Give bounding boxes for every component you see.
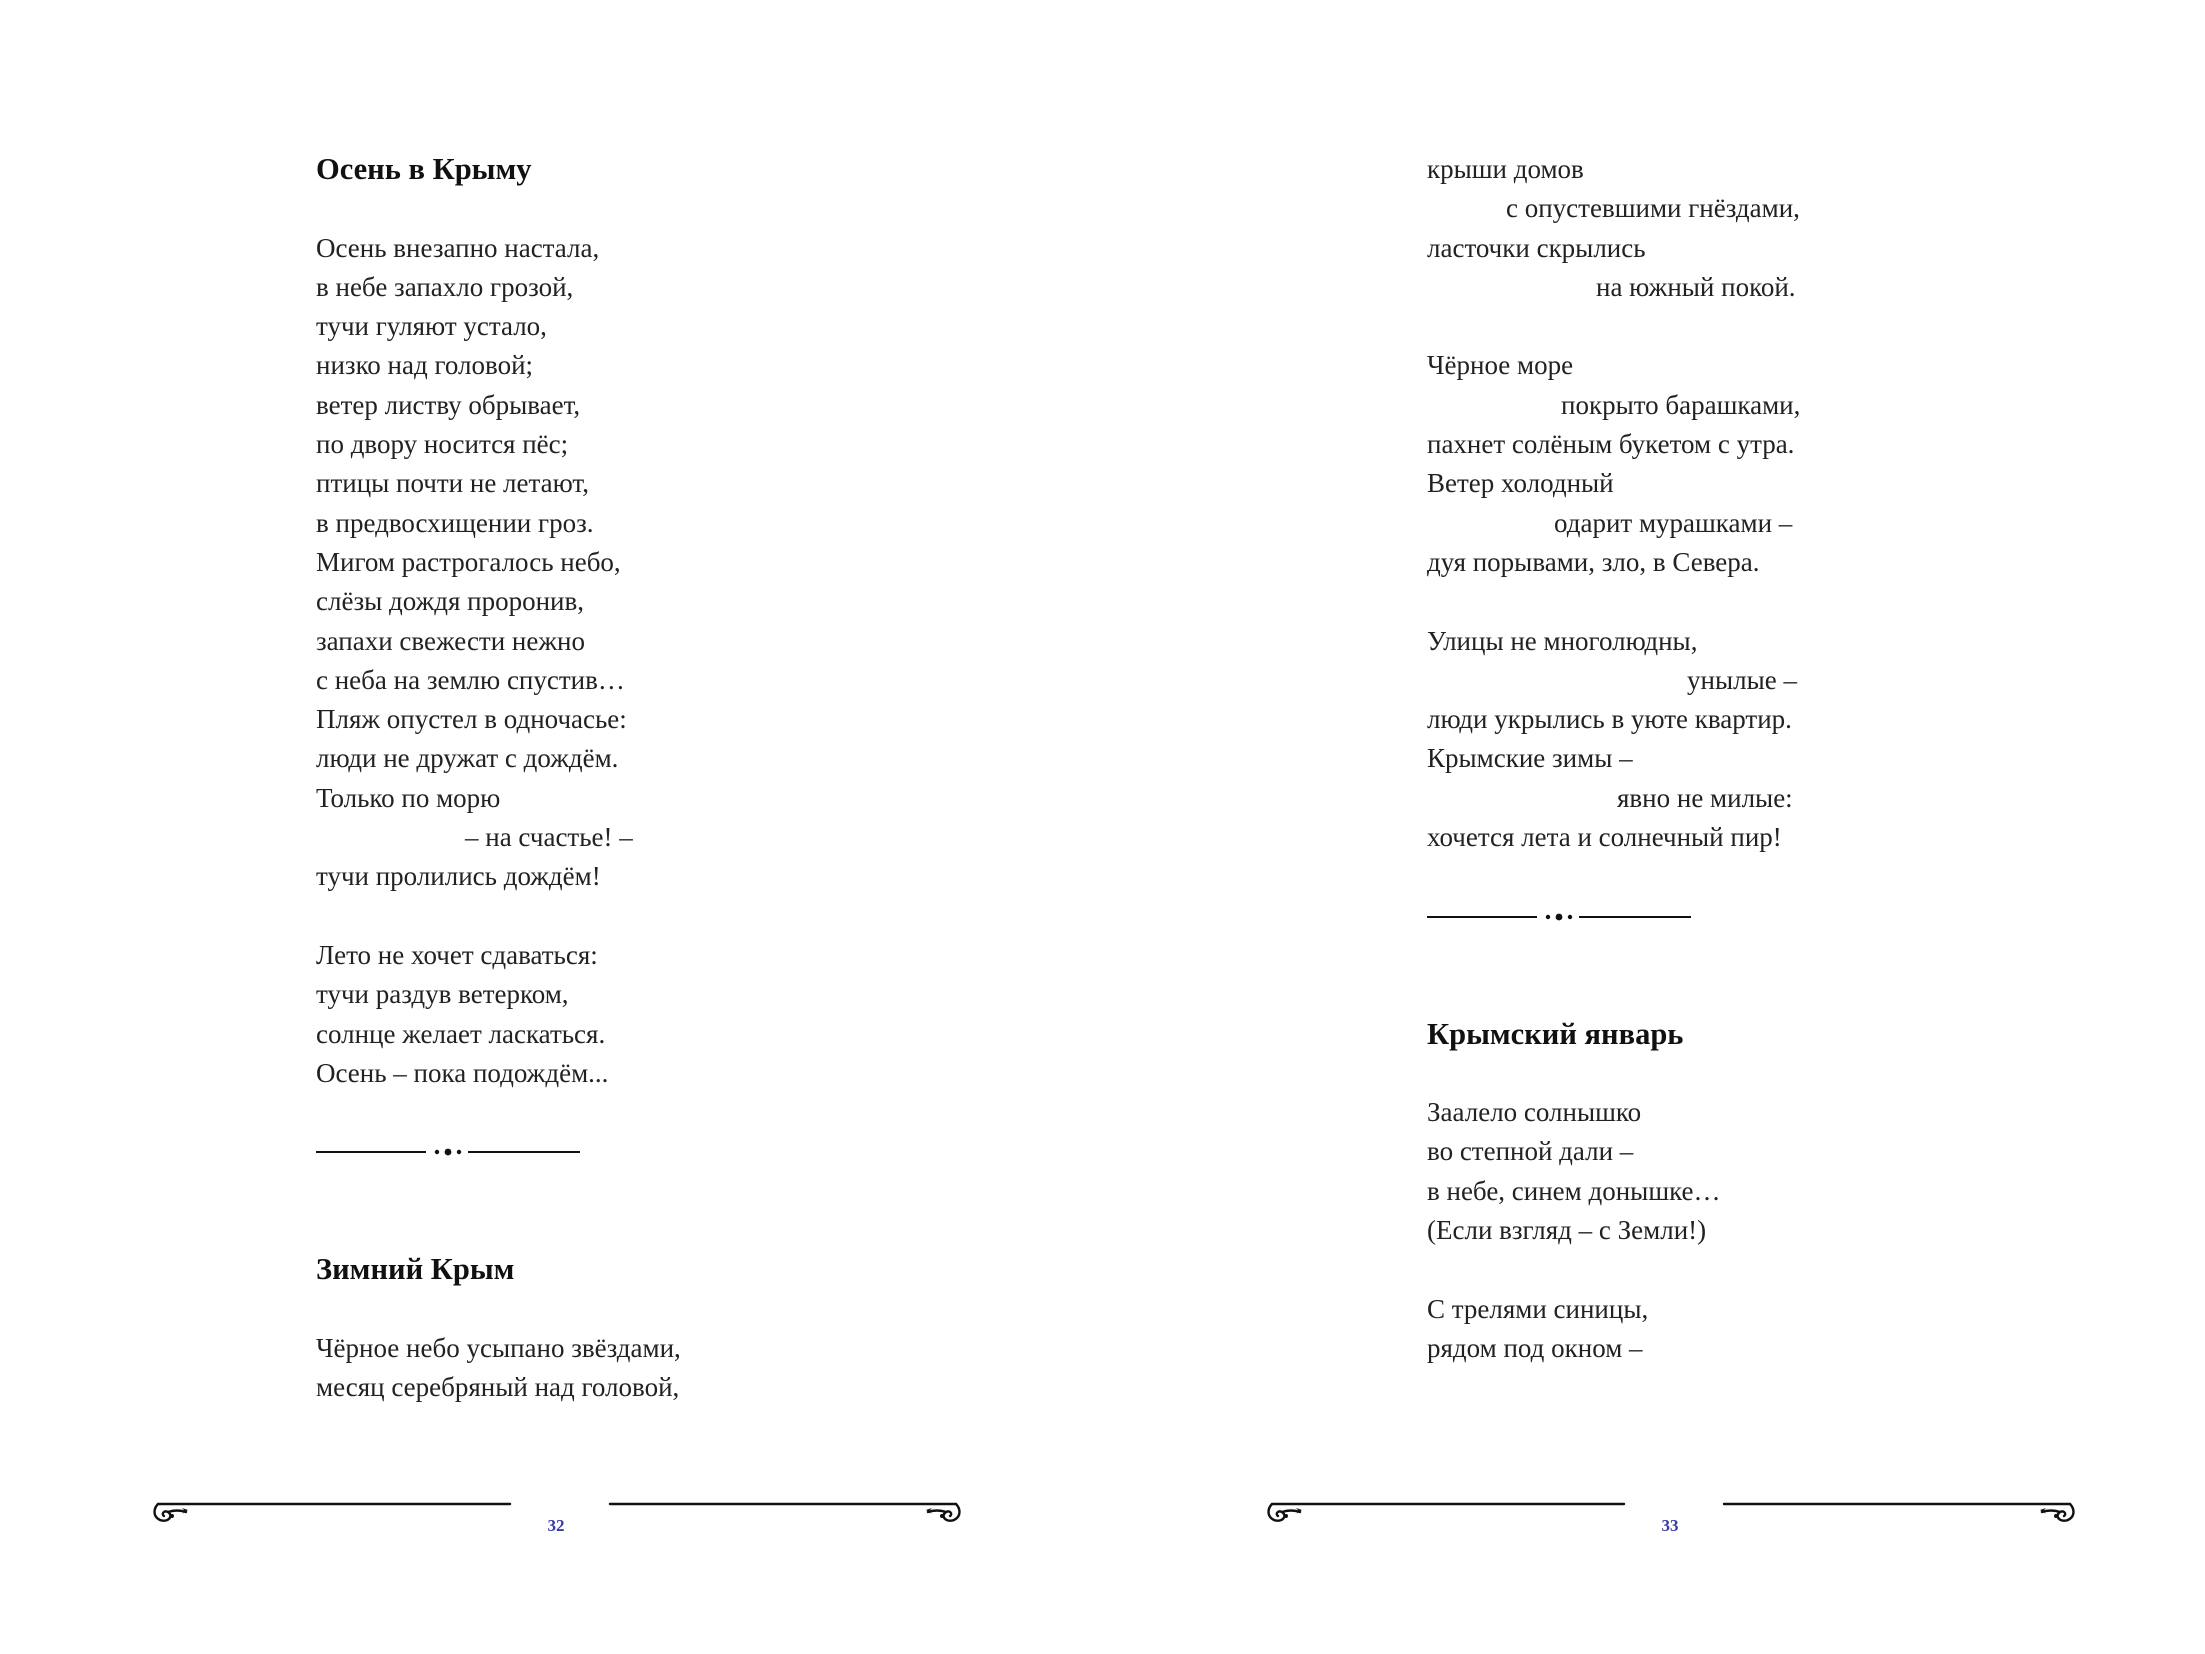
poem-line: Крымские зимы – <box>1427 743 1633 774</box>
poem-line: низко над головой; <box>316 350 534 381</box>
poem-line: одарит мурашками – <box>1554 507 1793 538</box>
poem-line: тучи гуляют устало, <box>316 311 547 342</box>
poem-line: в предвосхищении гроз. <box>316 507 594 538</box>
poem-line: Пляж опустел в одночасье: <box>316 704 627 735</box>
poem-line: Только по морю <box>316 782 501 813</box>
poem-line: Ветер холодный <box>1427 468 1614 499</box>
poem-line: с опустевшими гнёздами, <box>1506 193 1800 224</box>
right-page <box>1102 0 2205 1654</box>
poem-line: с неба на землю спустив… <box>316 664 625 695</box>
poem-line: тучи раздув ветерком, <box>316 979 569 1010</box>
poem-line: явно не милые: <box>1617 782 1793 813</box>
poem-line: Улицы не многолюдны, <box>1427 625 1698 656</box>
poem-line: – на счастье! – <box>465 822 633 853</box>
poem-line: пахнет солёным букетом с утра. <box>1427 429 1795 460</box>
poem-line: покрыто барашками, <box>1561 389 1801 420</box>
poem-stanza <box>1427 1093 1800 1250</box>
poem-line: люди не дружат с дождём. <box>316 743 619 774</box>
poem-line: месяц серебряный над головой, <box>316 1372 680 1403</box>
poem-title-autumn: Осень в Крыму <box>316 152 532 186</box>
poem-line: рядом под окном – <box>1427 1332 1643 1363</box>
page-footer <box>1266 1490 2076 1550</box>
poem-line: в небе запахло грозой, <box>316 271 574 302</box>
poem-stanza <box>1427 346 1800 582</box>
poem-line: Мигом растрогалось небо, <box>316 546 621 577</box>
dots-separator-icon <box>316 1132 580 1171</box>
poem-line: Заалело солнышко <box>1427 1097 1642 1128</box>
poem-title-january: Крымский январь <box>1427 1016 1684 1051</box>
poem-line: в небе, синем донышке… <box>1427 1175 1721 1206</box>
poem-line: ветер листву обрывает, <box>316 389 581 420</box>
poem-line: на южный покой. <box>1596 271 1796 302</box>
poem-line: унылые – <box>1687 664 1797 695</box>
poem-line: С трелями синицы, <box>1427 1293 1649 1324</box>
poem-line: люди укрылись в уюте квартир. <box>1427 704 1792 735</box>
page-number: 32 <box>547 1516 565 1535</box>
poem-line: ласточки скрылись <box>1427 232 1646 263</box>
poem-line: Лето не хочет сдаваться: <box>316 939 598 970</box>
right-page-content <box>1427 150 1800 1368</box>
poem-line: тучи пролились дождём! <box>316 861 601 892</box>
page-number: 33 <box>1661 1516 1679 1535</box>
poem-line: Чёрное море <box>1427 350 1574 381</box>
poem-line: слёзы дождя проронив, <box>316 586 584 617</box>
poem-stanza <box>316 229 681 897</box>
page-footer <box>152 1490 962 1550</box>
poem-line: Осень внезапно настала, <box>316 232 600 263</box>
poem-line: Чёрное небо усыпано звёздами, <box>316 1332 681 1363</box>
poem-line: дуя порывами, зло, в Севера. <box>1427 546 1760 577</box>
poem-line: крыши домов <box>1427 154 1584 184</box>
poem-line: солнце желает ласкаться. <box>316 1018 606 1049</box>
poem-line: Осень – пока подождём... <box>316 1057 609 1088</box>
poem-line: (Если взгляд – с Земли!) <box>1427 1215 1707 1246</box>
poem-line: хочется лета и солнечный пир! <box>1427 822 1782 853</box>
poem-stanza <box>316 936 681 1093</box>
poem-stanza <box>316 1329 681 1408</box>
left-page <box>0 0 1102 1654</box>
poem-line: запахи свежести нежно <box>316 625 585 656</box>
poem-stanza <box>1427 150 1800 307</box>
poem-line: во степной дали – <box>1427 1136 1634 1167</box>
left-page-content <box>316 150 681 1408</box>
poem-title-winter: Зимний Крым <box>316 1252 515 1287</box>
poem-stanza <box>1427 622 1800 858</box>
dots-separator-icon <box>1427 897 1691 936</box>
poem-stanza <box>1427 1290 1800 1369</box>
poem-line: птицы почти не летают, <box>316 468 589 499</box>
poem-line: по двору носится пёс; <box>316 429 569 460</box>
